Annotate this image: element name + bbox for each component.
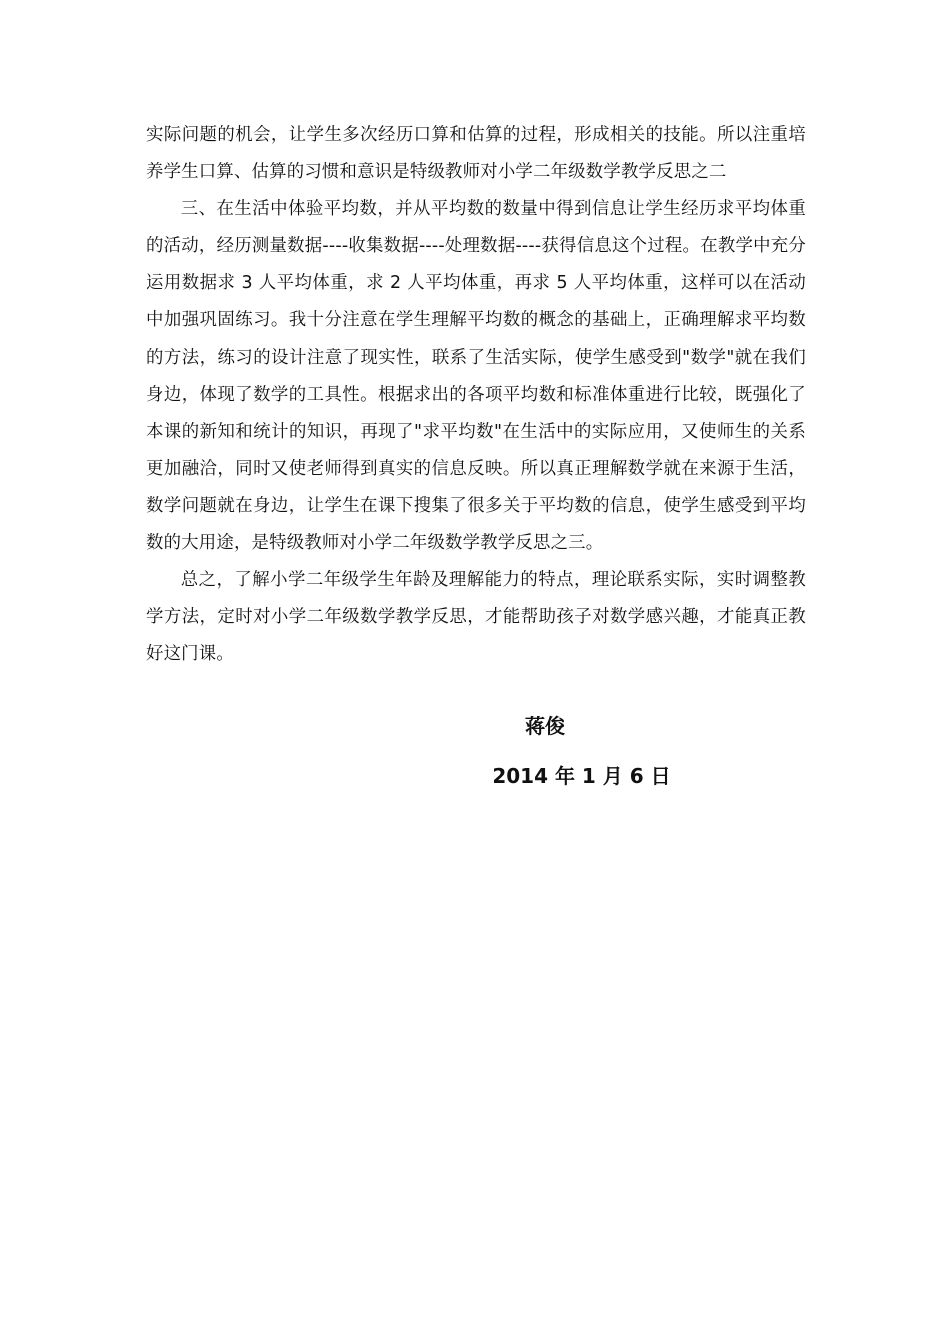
document-date: 2014 年 1 月 6 日	[492, 764, 671, 788]
paragraph-section-three: 三、在生活中体验平均数，并从平均数的数量中得到信息让学生经历求平均体重的活动，经历测量数据----收集数据----处理数据----获得信息这个过程。在教学中充分运用数据求 3 人平均体重，求 2 人平均体重，再求 5 人平均体重，这样可以在活动中加强巩固练习。我十分注意在学生理解平均数的概念的基础上，正确理解求平均数的方法，练习的设计注意了现实性，联系了生活实际，使学生感受到"数学"就在我们身边，体现了数学的工具性。根据求出的各项平均数和标准体重进行比较，既强化了本课的新知和统计的知识，再现了"求平均数"在生活中的实际应用，又使师生的关系更加融洽，同时又使老师得到真实的信息反映。所以真正理解数学就在来源于生活，数学问题就在身边，让学生在课下搜集了很多关于平均数的信息，使学生感受到平均数的大用途，是特级教师对小学二年级数学教学反思之三。	[146, 199, 806, 554]
paragraph-continuation: 实际问题的机会，让学生多次经历口算和估算的过程，形成相关的技能。所以注重培养学生口算、估算的习惯和意识是特级教师对小学二年级数学教学反思之二	[146, 125, 806, 183]
document-body	[146, 117, 806, 673]
author-signature: 蒋俊	[525, 714, 565, 738]
paragraph-conclusion: 总之，了解小学二年级学生年龄及理解能力的特点，理论联系实际，实时调整教学方法，定时对小学二年级数学教学反思，才能帮助孩子对数学感兴趣，才能真正教好这门课。	[146, 570, 806, 665]
